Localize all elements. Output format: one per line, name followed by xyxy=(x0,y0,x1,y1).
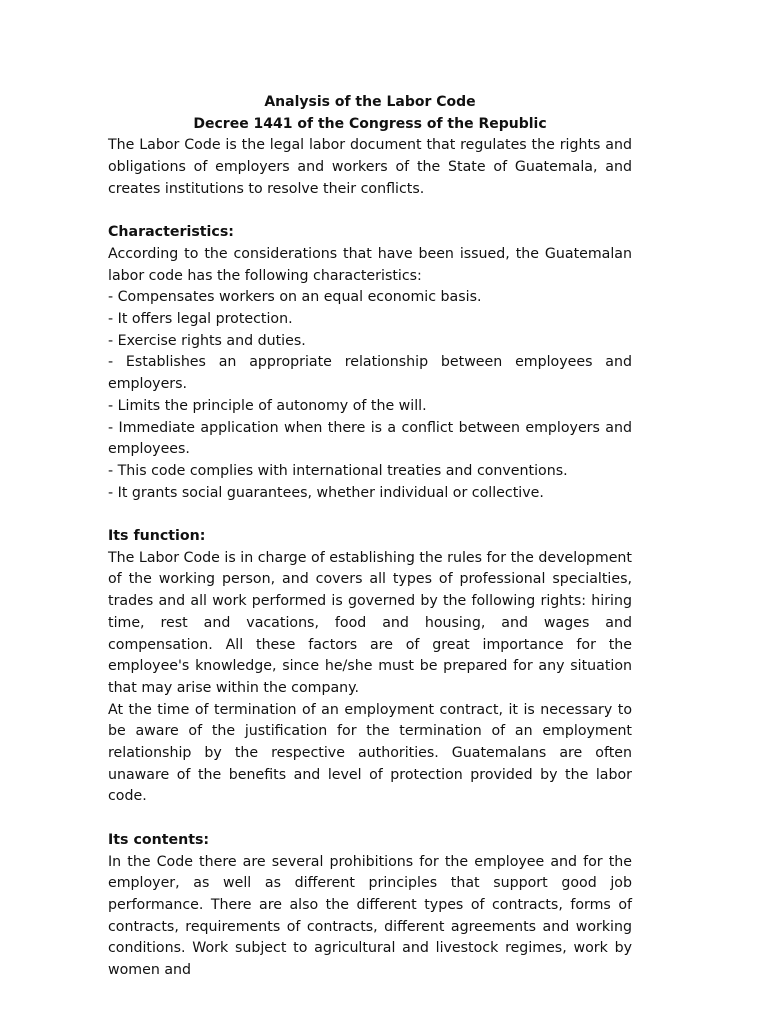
section-gap xyxy=(108,808,632,830)
list-item: - This code complies with international treaties and conventions. xyxy=(108,462,568,479)
list-item: - It grants social guarantees, whether individual or collective. xyxy=(108,484,544,501)
section-gap xyxy=(108,504,632,526)
document-page xyxy=(108,92,632,982)
contents-paragraph: In the Code there are several prohibitions for the employee and for the employer, as well as different principles that support good job performance. There are also the different types of contracts, forms of contracts, requirements of contracts, different agreements and working conditions. Work subject to agricultural and livestock regimes, work by women and xyxy=(108,853,632,979)
section-gap xyxy=(108,201,632,223)
intro-paragraph: The Labor Code is the legal labor document that regulates the rights and obligations of employers and workers of the State of Guatemala, and creates institutions to resolve their conflicts. xyxy=(108,137,632,197)
characteristics-intro: According to the considerations that have been issued, the Guatemalan labor code has the following characteristics: xyxy=(108,245,632,284)
function-paragraph-1: The Labor Code is in charge of establishing the rules for the development of the working person, and covers all types of professional specialties, trades and all work performed is governed by the following rights: hiring time, rest and vacations, food and housing, and wages and compensation. All these factors are of great importance for the employee's knowledge, since he/she must be prepared for any situation that may arise within the company. xyxy=(108,549,632,696)
list-item: - Immediate application when there is a conflict between employers and employees. xyxy=(108,419,632,458)
characteristics-heading: Characteristics: xyxy=(108,224,234,241)
document-title: Analysis of the Labor Code xyxy=(264,94,476,110)
list-item: - It offers legal protection. xyxy=(108,311,293,328)
list-item: - Compensates workers on an equal economic basis. xyxy=(108,289,482,306)
list-item: - Limits the principle of autonomy of the will. xyxy=(108,397,427,414)
function-paragraph-2: At the time of termination of an employment contract, it is necessary to be aware of the justification for the termination of an employment relationship by the respective authorities. Guatemalans are often unaware of the benefits and level of protection provided by the labor code. xyxy=(108,701,632,805)
document-subtitle: Decree 1441 of the Congress of the Republic xyxy=(193,115,547,132)
characteristics-list xyxy=(108,287,632,504)
list-item: - Exercise rights and duties. xyxy=(108,332,306,349)
function-heading: Its function: xyxy=(108,528,206,545)
contents-heading: Its contents: xyxy=(108,831,210,848)
list-item: - Establishes an appropriate relationship between employees and employers. xyxy=(108,354,632,393)
